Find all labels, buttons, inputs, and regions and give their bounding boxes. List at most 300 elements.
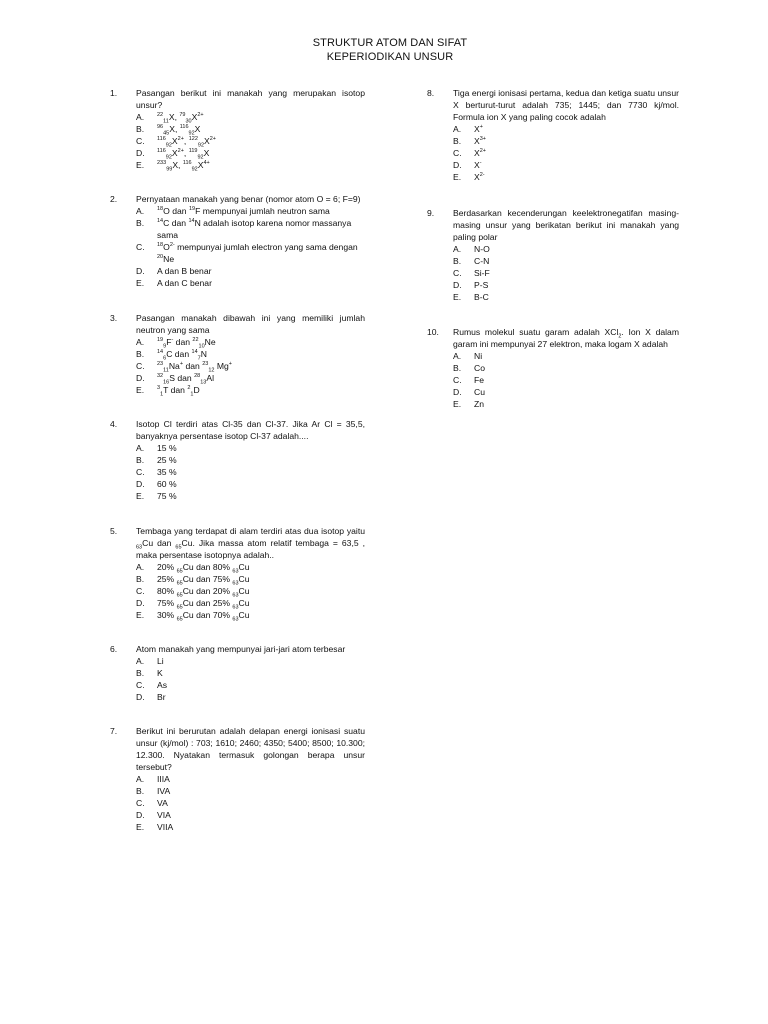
subscript: 63 xyxy=(232,604,239,611)
option-a xyxy=(136,205,365,217)
text-run: X, xyxy=(172,160,183,170)
text-run: 35 % xyxy=(157,467,177,477)
option-text xyxy=(157,585,250,597)
option-letter: B. xyxy=(136,455,145,465)
option-d xyxy=(136,265,365,277)
text-run: Rumus molekul suatu garam adalah XCl xyxy=(453,327,619,337)
supscript: 14 xyxy=(157,218,164,225)
option-text xyxy=(157,797,168,809)
option-e xyxy=(136,277,365,289)
subscript: 63 xyxy=(232,580,239,587)
question-number: 3. xyxy=(110,313,118,323)
option-letter: D. xyxy=(136,266,145,276)
option-letter: C. xyxy=(136,586,145,596)
option-c xyxy=(453,147,679,159)
text-run: S dan xyxy=(169,373,195,383)
question-5 xyxy=(110,525,365,621)
subscript: 92 xyxy=(165,154,172,161)
option-letter: E. xyxy=(136,385,145,395)
text-run: Cu xyxy=(238,598,250,608)
subscript: 92 xyxy=(197,154,204,161)
question-text xyxy=(136,525,365,561)
supscript: 23 xyxy=(157,361,164,368)
option-b xyxy=(453,255,679,267)
option-d xyxy=(453,159,679,171)
option-letter: C. xyxy=(136,136,145,146)
text-run: X, xyxy=(169,124,180,134)
text-run: T dan xyxy=(163,385,188,395)
supscript: 3+ xyxy=(479,136,487,143)
option-text xyxy=(157,147,209,159)
question-2 xyxy=(110,193,365,289)
option-a xyxy=(136,773,365,785)
supscript: 119 xyxy=(188,148,198,155)
option-letter: E. xyxy=(453,399,462,409)
title-line-1: STRUKTUR ATOM DAN SIFAT xyxy=(312,37,468,49)
option-text xyxy=(474,350,482,362)
supscript: 19 xyxy=(157,337,164,344)
subscript: 92 xyxy=(191,166,198,173)
option-text xyxy=(474,398,484,410)
option-text xyxy=(157,265,211,277)
subscript: 99 xyxy=(166,166,173,173)
supscript: 233 xyxy=(157,160,167,167)
text-run: C dan xyxy=(166,349,192,359)
text-run: F mempunyai jumlah neutron sama xyxy=(195,206,330,216)
option-letter: D. xyxy=(136,598,145,608)
option-letter: A. xyxy=(453,244,462,254)
text-run: X xyxy=(197,160,204,170)
option-c xyxy=(136,585,365,597)
text-run: Tembaga yang terdapat di alam terdiri atas dua isotop yaitu xyxy=(136,526,365,536)
text-run: Cu dan 75% xyxy=(182,574,233,584)
option-d xyxy=(453,386,679,398)
supscript: 14 xyxy=(191,349,198,356)
text-run: N xyxy=(200,349,207,359)
text-run: Cu dan 70% xyxy=(182,610,233,620)
option-text xyxy=(157,454,177,466)
question-6 xyxy=(110,643,365,703)
text-run: dan xyxy=(173,337,193,347)
text-run: Br xyxy=(157,692,166,702)
option-text xyxy=(157,277,212,289)
text-run: X xyxy=(194,124,201,134)
subscript: 63 xyxy=(136,544,143,551)
option-letter: D. xyxy=(453,387,462,397)
text-run: 60 % xyxy=(157,479,177,489)
subscript: 10 xyxy=(198,343,205,350)
question-number: 2. xyxy=(110,194,118,204)
supscript: 2+ xyxy=(209,136,217,143)
text-run: Cu xyxy=(238,586,250,596)
option-letter: C. xyxy=(453,148,462,158)
option-letter: A. xyxy=(453,351,462,361)
text-run: 80% xyxy=(157,586,177,596)
option-letter: D. xyxy=(453,280,462,290)
text-run: , xyxy=(183,148,189,158)
option-c xyxy=(136,797,365,809)
option-text xyxy=(157,597,250,609)
option-text xyxy=(157,348,207,360)
question-text xyxy=(453,326,679,350)
text-run: Zn xyxy=(474,399,485,409)
option-letter: D. xyxy=(136,373,145,383)
option-c xyxy=(453,374,679,386)
text-run: X xyxy=(474,124,480,134)
text-run: VA xyxy=(157,798,168,808)
text-run: Cu dan 80% xyxy=(182,562,233,572)
supscript: - xyxy=(171,337,174,344)
text-run: VIIA xyxy=(157,822,174,832)
supscript: 20 xyxy=(157,254,164,261)
option-text xyxy=(157,123,200,135)
option-a xyxy=(453,123,679,135)
subscript: 63 xyxy=(232,568,239,575)
supscript: 2+ xyxy=(479,148,487,155)
supscript: + xyxy=(479,124,483,131)
option-text xyxy=(157,466,177,478)
option-text xyxy=(157,372,214,384)
option-text xyxy=(474,159,482,171)
text-run: Na xyxy=(168,361,180,371)
supscript: 2- xyxy=(169,242,175,249)
option-d xyxy=(136,809,365,821)
option-letter: C. xyxy=(453,268,462,278)
option-text xyxy=(157,442,177,454)
supscript: 4+ xyxy=(203,160,210,167)
option-text xyxy=(157,111,204,123)
question-text: Pasangan manakah dibawah ini yang memiliki jumlah neutron yang sama xyxy=(136,313,365,335)
text-run: Si-F xyxy=(474,268,490,278)
text-run: IIIA xyxy=(157,774,170,784)
text-run: 30% xyxy=(157,610,177,620)
text-run: A dan C benar xyxy=(157,278,212,288)
option-letter: D. xyxy=(136,810,145,820)
text-run: VIA xyxy=(157,810,171,820)
text-run: Co xyxy=(474,363,485,373)
option-text xyxy=(474,255,489,267)
supscript: 32 xyxy=(157,373,164,380)
supscript: 116 xyxy=(179,124,189,131)
option-letter: B. xyxy=(453,136,462,146)
supscript: 96 xyxy=(157,124,164,131)
subscript: 65 xyxy=(176,604,183,611)
option-text xyxy=(474,243,490,255)
text-run: C dan xyxy=(163,218,189,228)
option-a xyxy=(136,336,365,348)
option-text xyxy=(474,171,485,183)
subscript: 11 xyxy=(163,118,169,125)
option-text xyxy=(157,135,216,147)
subscript: 65 xyxy=(176,592,183,599)
question-number: 9. xyxy=(427,208,435,218)
option-a xyxy=(136,442,365,454)
text-run: X xyxy=(474,160,480,170)
option-letter: E. xyxy=(136,278,145,288)
text-run: P-S xyxy=(474,280,489,290)
subscript: 65 xyxy=(175,544,182,551)
question-number: 6. xyxy=(110,644,118,654)
text-run: 75% xyxy=(157,598,177,608)
text-run: Ne xyxy=(163,254,175,264)
option-letter: B. xyxy=(136,124,145,134)
option-text xyxy=(474,135,486,147)
option-letter: B. xyxy=(453,256,462,266)
supscript: + xyxy=(228,361,232,368)
text-run: IVA xyxy=(157,786,171,796)
option-text xyxy=(474,362,485,374)
text-run: X xyxy=(474,148,480,158)
option-d xyxy=(453,279,679,291)
option-letter: E. xyxy=(453,172,462,182)
option-text xyxy=(157,205,330,217)
document-title xyxy=(0,36,768,64)
question-text: Pernyataan manakah yang benar (nomor atom O = 6; F=9) xyxy=(136,194,361,204)
supscript: 23 xyxy=(202,361,209,368)
text-run: N adalah isotop karena nomor massanya sama xyxy=(157,218,352,240)
supscript: 2- xyxy=(479,172,485,179)
right-column xyxy=(427,87,679,410)
question-text: Berikut ini berurutan adalah delapan energi ionisasi suatu unsur (kj/mol) : 703; 1610; 2460; 4350; 5400; 8500; 10.300; 12.300. Nyatakan termasuk golongan berapa unsur tersebut? xyxy=(136,726,365,772)
option-a xyxy=(136,111,365,123)
text-run: O dan xyxy=(163,206,189,216)
option-text xyxy=(157,573,250,585)
option-d xyxy=(136,372,365,384)
subscript: 1 xyxy=(160,391,164,398)
option-e xyxy=(136,384,365,396)
option-letter: B. xyxy=(136,574,145,584)
text-run: X xyxy=(474,172,480,182)
supscript: 2 xyxy=(187,385,191,392)
option-letter: B. xyxy=(136,668,145,678)
option-text xyxy=(474,279,488,291)
option-text xyxy=(157,679,167,691)
text-run: 15 % xyxy=(157,443,177,453)
option-text xyxy=(157,360,232,372)
subscript: 63 xyxy=(232,616,239,623)
option-letter: E. xyxy=(136,160,145,170)
question-number: 10. xyxy=(427,327,439,337)
question-number: 8. xyxy=(427,88,435,98)
option-letter: A. xyxy=(136,206,145,216)
option-e xyxy=(453,398,679,410)
option-text xyxy=(157,691,166,703)
text-run: Mg xyxy=(214,361,229,371)
option-e xyxy=(136,821,365,833)
text-run: 75 % xyxy=(157,491,177,501)
option-text xyxy=(474,386,485,398)
question-text: Berdasarkan kecenderungan keelektronegatifan masing-masing unsur yang berikatan berikut ini manakah yang paling polar xyxy=(453,208,679,242)
question-number: 1. xyxy=(110,88,118,98)
subscript: 1 xyxy=(190,391,194,398)
option-b xyxy=(136,348,365,360)
text-run: B-C xyxy=(474,292,489,302)
option-b xyxy=(136,217,365,241)
option-text xyxy=(157,384,200,396)
option-a xyxy=(453,243,679,255)
option-letter: D. xyxy=(136,148,145,158)
text-run: . Ion X dalam garam ini mempunyai 27 elektron, maka logam X adalah xyxy=(453,327,679,349)
option-text xyxy=(157,159,210,171)
option-text xyxy=(157,478,177,490)
option-text xyxy=(474,291,489,303)
title-line-2: KEPERIODIKAN UNSUR xyxy=(326,51,454,63)
option-letter: C. xyxy=(136,467,145,477)
text-run: Ni xyxy=(474,351,483,361)
supscript: 2+ xyxy=(197,112,204,119)
subscript: 92 xyxy=(165,142,172,149)
option-b xyxy=(453,135,679,147)
text-run: X xyxy=(204,136,210,146)
supscript: 18 xyxy=(157,206,164,213)
option-letter: D. xyxy=(136,479,145,489)
option-letter: A. xyxy=(136,562,145,572)
option-letter: B. xyxy=(136,786,145,796)
text-run: Cu. Jika massa atom relatif tembaga = 63,5 , maka persentase isotopnya adalah.. xyxy=(136,538,365,560)
option-text xyxy=(474,267,490,279)
option-letter: E. xyxy=(453,292,462,302)
option-letter: C. xyxy=(136,680,145,690)
question-3 xyxy=(110,312,365,396)
supscript: 116 xyxy=(182,160,192,167)
supscript: 22 xyxy=(192,337,199,344)
option-b xyxy=(136,785,365,797)
text-run: Li xyxy=(157,656,164,666)
subscript: 9 xyxy=(163,343,167,350)
text-run: O xyxy=(163,242,170,252)
subscript: 7 xyxy=(197,355,201,362)
option-d xyxy=(136,478,365,490)
text-run: X xyxy=(171,148,178,158)
option-e xyxy=(136,609,365,621)
question-text: Pasangan berikut ini manakah yang merupakan isotop unsur? xyxy=(136,88,365,110)
option-b xyxy=(136,123,365,135)
question-10 xyxy=(427,326,679,410)
option-letter: C. xyxy=(453,375,462,385)
text-run: K xyxy=(157,668,163,678)
question-text: Isotop Cl terdiri atas Cl-35 dan Cl-37. Jika Ar Cl = 35,5, banyaknya persentase isotop Cl-37 adalah.... xyxy=(136,419,365,441)
text-run: , xyxy=(183,136,189,146)
option-letter: A. xyxy=(136,774,145,784)
text-run: F xyxy=(166,337,172,347)
option-letter: B. xyxy=(136,349,145,359)
option-letter: D. xyxy=(136,692,145,702)
text-run: Al xyxy=(206,373,215,383)
text-run: X, xyxy=(168,112,180,122)
text-run: Fe xyxy=(474,375,485,385)
supscript: 2+ xyxy=(177,148,184,155)
subscript: 16 xyxy=(163,379,170,386)
text-run: A dan B benar xyxy=(157,266,212,276)
text-run: 20% xyxy=(157,562,177,572)
text-run: X xyxy=(474,136,480,146)
subscript: 65 xyxy=(176,568,183,575)
question-8 xyxy=(427,87,679,183)
option-b xyxy=(136,454,365,466)
option-text xyxy=(157,821,173,833)
subscript: 13 xyxy=(200,379,207,386)
text-run: Cu xyxy=(238,562,250,572)
supscript: 14 xyxy=(157,349,164,356)
option-b xyxy=(136,667,365,679)
option-b xyxy=(453,362,679,374)
subscript: 2 xyxy=(618,333,622,340)
option-letter: A. xyxy=(136,337,145,347)
option-text xyxy=(157,609,250,621)
option-text xyxy=(157,490,177,502)
text-run: As xyxy=(157,680,168,690)
option-letter: B. xyxy=(136,218,145,228)
subscript: 12 xyxy=(208,367,215,374)
text-run: X xyxy=(191,112,198,122)
option-letter: A. xyxy=(136,656,145,666)
text-run: Cu xyxy=(238,610,250,620)
option-text xyxy=(157,561,250,573)
option-text xyxy=(157,785,170,797)
supscript: 18 xyxy=(157,242,164,249)
supscript: 122 xyxy=(188,136,198,143)
option-a xyxy=(136,655,365,667)
option-e xyxy=(453,291,679,303)
question-text: Atom manakah yang mempunyai jari-jari atom terbesar xyxy=(136,644,346,654)
subscript: 65 xyxy=(176,580,183,587)
option-c xyxy=(136,135,365,147)
option-c xyxy=(136,241,365,265)
option-letter: E. xyxy=(136,491,145,501)
option-text xyxy=(157,655,164,667)
option-e xyxy=(453,171,679,183)
option-e xyxy=(136,490,365,502)
option-c xyxy=(136,466,365,478)
subscript: 92 xyxy=(188,130,195,137)
supscript: 22 xyxy=(157,112,164,119)
option-letter: A. xyxy=(136,443,145,453)
option-d xyxy=(136,147,365,159)
text-run: X xyxy=(203,148,210,158)
text-run: Cu xyxy=(238,574,250,584)
option-d xyxy=(136,691,365,703)
left-column xyxy=(110,87,365,833)
question-4 xyxy=(110,418,365,502)
option-letter: C. xyxy=(136,361,145,371)
subscript: 6 xyxy=(163,355,167,362)
subscript: 92 xyxy=(197,142,205,149)
supscript: 14 xyxy=(188,218,195,225)
option-text xyxy=(157,336,216,348)
subscript: 30 xyxy=(185,118,192,125)
supscript: 116 xyxy=(157,136,166,143)
text-run: N-O xyxy=(474,244,490,254)
question-number: 5. xyxy=(110,526,118,536)
subscript: 65 xyxy=(176,616,183,623)
option-text xyxy=(474,147,486,159)
text-run: X xyxy=(171,136,178,146)
supscript: 79 xyxy=(179,112,186,119)
option-text xyxy=(157,809,171,821)
question-9 xyxy=(427,207,679,303)
text-run: Cu dan xyxy=(142,538,176,548)
option-a xyxy=(136,561,365,573)
text-run: dan xyxy=(183,361,203,371)
supscript: 3 xyxy=(157,385,161,392)
text-run: Cu dan 20% xyxy=(182,586,233,596)
text-run: 25 % xyxy=(157,455,177,465)
supscript: 19 xyxy=(188,206,196,213)
subscript: 63 xyxy=(232,592,239,599)
text-run: Cu xyxy=(474,387,485,397)
option-text xyxy=(157,217,365,241)
question-1 xyxy=(110,87,365,171)
